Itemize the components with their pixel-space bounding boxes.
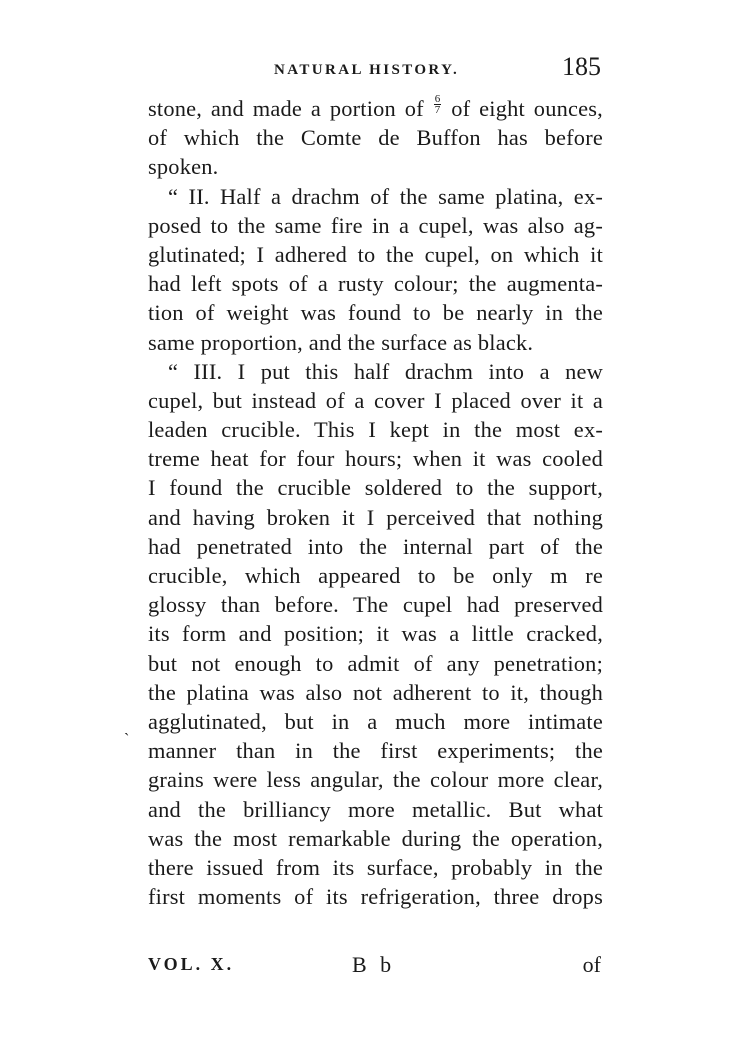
text-line: agglutinated, but in a much more intimate (148, 708, 603, 734)
text-line: its form and position; it was a little cracked, (148, 621, 603, 647)
signature-mark: B b (352, 952, 396, 977)
text-line: there issued from its surface, probably in the (148, 854, 603, 880)
text-line: “ III. I put this half drachm into a new (168, 358, 603, 384)
text-line: and having broken it I perceived that nothing (148, 504, 603, 530)
text-line: I found the crucible soldered to the support, (148, 475, 603, 501)
text-line: crucible, which appeared to be only m re (148, 563, 603, 588)
text-line: was the most remarkable during the operation, (148, 825, 603, 851)
text-line: “ II. Half a drachm of the same platina, ex- (168, 183, 603, 209)
fraction (434, 94, 442, 115)
text-line: and the brilliancy more metallic. But what (148, 796, 603, 822)
text-line: of which the Comte de Buffon has before (148, 125, 603, 151)
fraction-numerator: 6 (434, 93, 441, 105)
text-line: manner than in the first experiments; the (148, 738, 603, 764)
line-text-part: stone, and made a portion of (148, 96, 424, 121)
text-line: had penetrated into the internal part of the (148, 533, 603, 559)
text-line: first moments of its refrigeration, three drops (148, 884, 603, 910)
fraction-denominator: 7 (434, 104, 441, 116)
volume-label: VOL. X. (148, 954, 235, 974)
text-line: leaden crucible. This I kept in the most ex- (148, 417, 603, 443)
page-number: 185 (562, 52, 601, 81)
text-line: glossy than before. The cupel had preserved (148, 592, 603, 618)
text-line: treme heat for four hours; when it was cooled (148, 446, 603, 472)
text-line: the platina was also not adherent to it, though (148, 679, 603, 705)
text-line: same proportion, and the surface as black. (148, 329, 534, 355)
line-text-part: of eight ounces, (451, 96, 603, 121)
text-line: had left spots of a rusty colour; the augmenta- (148, 271, 603, 297)
text-line: cupel, but instead of a cover I placed over it a (148, 387, 603, 413)
text-line: but not enough to admit of any penetration; (148, 650, 603, 676)
text-line: tion of weight was found to be nearly in the (148, 300, 603, 326)
page-header (148, 52, 603, 88)
text-line (148, 94, 603, 123)
stray-mark: ` (124, 731, 130, 748)
text-line: posed to the same fire in a cupel, was also ag- (148, 212, 603, 238)
page-footer (148, 952, 603, 982)
running-head: NATURAL HISTORY. (274, 62, 460, 78)
text-line: glutinated; I adhered to the cupel, on which it (148, 241, 603, 267)
text-line: spoken. (148, 154, 219, 180)
body-text (148, 94, 603, 911)
catchword: of (582, 952, 601, 977)
text-line: grains were less angular, the colour more clear, (148, 767, 603, 793)
